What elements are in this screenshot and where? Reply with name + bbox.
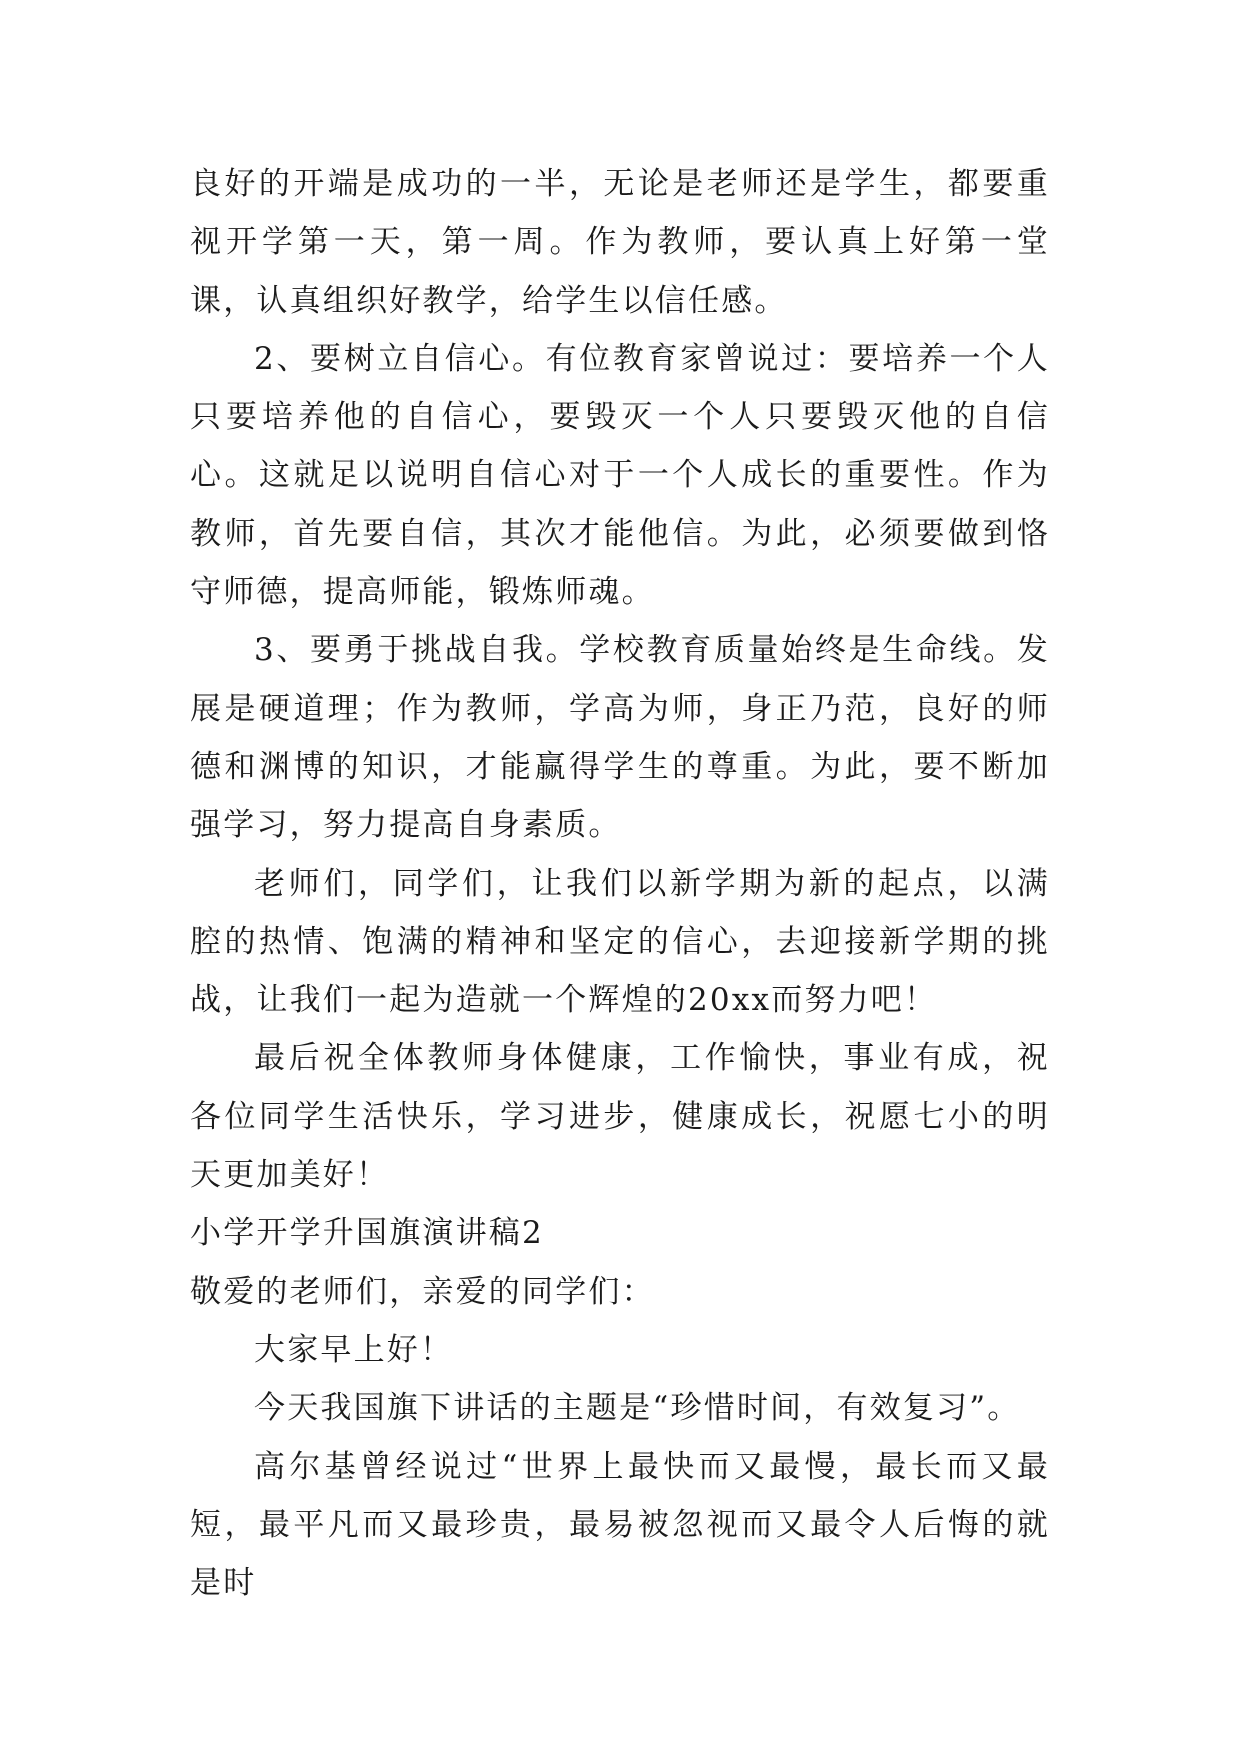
paragraph-quote: 高尔基曾经说过“世界上最快而又最慢，最长而又最短，最平凡而又最珍贵，最易被忽视而又最令人后悔的就是时: [190, 1448, 1050, 1602]
salutation: 敬爱的老师们，亲爱的同学们：: [190, 1273, 655, 1310]
paragraph-topic: 今天我国旗下讲话的主题是“珍惜时间，有效复习”。: [254, 1390, 1021, 1427]
paragraph-call-to-action: 老师们，同学们，让我们以新学期为新的起点，以满腔的热情、饱满的精神和坚定的信心，去迎接新学期的挑战，让我们一起为造就一个辉煌的20xx而努力吧！: [190, 865, 1050, 1019]
paragraph-point-3: 3、要勇于挑战自我。学校教育质量始终是生命线。发展是硬道理；作为教师，学高为师，身正乃范，良好的师德和渊博的知识，才能赢得学生的尊重。为此，要不断加强学习，努力提高自身素质。: [190, 632, 1050, 844]
document-body: [190, 155, 1050, 1612]
section-title: 小学开学升国旗演讲稿2: [190, 1215, 544, 1252]
paragraph-opening-conclusion: 良好的开端是成功的一半，无论是老师还是学生，都要重视开学第一天，第一周。作为教师，要认真上好第一堂课，认真组织好教学，给学生以信任感。: [190, 166, 1050, 319]
greeting: 大家早上好！: [254, 1331, 454, 1368]
paragraph-closing-wishes: 最后祝全体教师身体健康，工作愉快，事业有成，祝各位同学生活快乐，学习进步，健康成长，祝愿七小的明天更加美好！: [190, 1040, 1050, 1194]
paragraph-point-2: 2、要树立自信心。有位教育家曾说过：要培养一个人只要培养他的自信心，要毁灭一个人只要毁灭他的自信心。这就足以说明自信心对于一个人成长的重要性。作为教师，首先要自信，其次才能他信。为此，必须要做到恪守师德，提高师能，锻炼师魂。: [190, 340, 1050, 611]
